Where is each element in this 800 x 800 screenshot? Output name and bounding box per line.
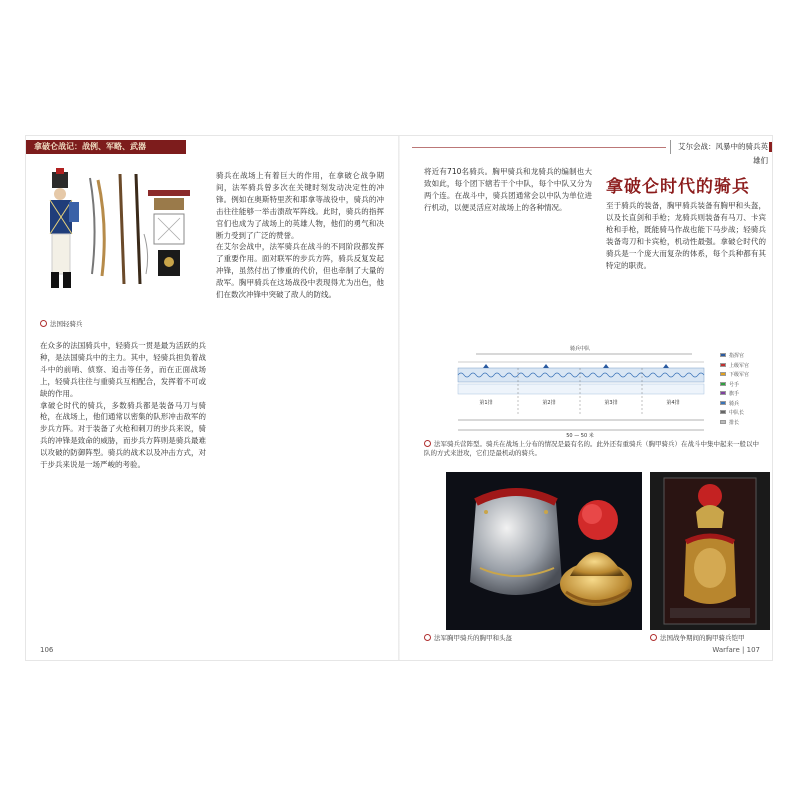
left-page-number: 106 — [40, 646, 54, 654]
diagram-top-label: 骑兵中队 — [569, 346, 591, 352]
photo2-caption: 法国战争期间的胸甲骑兵铠甲 — [650, 634, 770, 643]
diagram-bottom-label: 50 — 50 米 — [566, 433, 594, 439]
section-title: 拿破仑时代的骑兵 — [606, 177, 750, 197]
left-page-column-1: 在众多的法国骑兵中，轻骑兵一贯是最为活跃的兵种，是法国骑兵中的主力。其中，轻骑兵担负着战斗中的前哨、侦察、追击等任务，而在正面战场上，轻骑兵往往与重骑兵互相配合，发挥着不可或缺的作用。 拿破仑时代的骑兵，多数骑兵都是装备马刀与骑枪，在战场上，他们通常以密集的队形冲击敌军的步兵方阵。对于装备了火枪和刺刀的步兵来说，骑兵的冲锋是致命的威胁，而步兵方阵则是骑兵最难以攻破的防御阵型。骑兵的战术以及冲击方式，对于步兵来说是一场严峻的考验。 — [40, 341, 206, 470]
legend-item: 中队长 — [720, 409, 780, 419]
hussar-illustration — [36, 164, 211, 316]
right-page-column-2: 至于骑兵的装备，胸甲骑兵装备有胸甲和头盔，以及长直剑和手枪；龙骑兵则装备有马刀、卡宾枪和手枪，既能骑马作战也能下马步战；轻骑兵装备弯刀和卡宾枪，机动性最强。拿破仑时代的骑兵是一个庞大而复杂的体系，每个兵种都有其特定的职责。 — [606, 201, 766, 270]
squad-label: 第3排 — [604, 400, 618, 406]
left-page-header: 拿破仑战记：战例、军略、武器 — [26, 140, 186, 154]
diagram-legend — [720, 352, 780, 428]
left-page-column-2: 骑兵在战场上有着巨大的作用，在拿破仑战争期间，法军骑兵曾多次在关键时刻发动决定性的冲锋。例如在奥斯特里茨和耶拿等战役中，骑兵的冲击往往能够一举击溃敌军阵线。此时，骑兵的指挥官们也成为了战场上的英雄人物，他们的勇气和决断力受到了广泛的赞誉。 在艾尔会战中，法军骑兵在战斗的不同阶段都发挥了重要作用。面对联军的步兵方阵，骑兵反复发起冲锋，虽然付出了惨重的代价，但也牵制了大量的敌军。胸甲骑兵在这场战役中表现得尤为出色，他们在数次冲锋中突破了敌人的防线。 — [216, 171, 384, 300]
squad-label: 第1排 — [479, 400, 493, 406]
legend-item: 排长 — [720, 419, 780, 429]
right-page-number: Warfare | 107 — [712, 646, 760, 654]
right-page-column-1: 将近有710名骑兵。胸甲骑兵和龙骑兵的编制也大致如此，每个团下辖若干个中队，每个中队又分为两个连。在战斗中，骑兵团通常会以中队为单位进行机动，以便灵活应对战场上的各种情况。 — [424, 167, 592, 212]
legend-item: 指挥官 — [720, 352, 780, 362]
caption-bullet-icon — [424, 634, 431, 641]
legend-item: 上级军官 — [720, 362, 780, 372]
museum-cuirassier-photo — [650, 472, 770, 630]
legend-item: 号手 — [720, 381, 780, 391]
right-page-header: 艾尔会战：风暴中的骑兵英雄们 — [670, 140, 772, 154]
formation-diagram — [446, 344, 714, 440]
caption-bullet-icon — [424, 440, 431, 447]
caption-bullet-icon — [40, 320, 47, 327]
hussar-caption: 法国轻骑兵 — [40, 320, 83, 329]
legend-item: 下级军官 — [720, 371, 780, 381]
photo1-caption: 法军胸甲骑兵的胸甲和头盔 — [424, 634, 512, 643]
legend-item: 旗手 — [720, 390, 780, 400]
squad-label: 第2排 — [542, 400, 556, 406]
diagram-caption: 法军骑兵营阵型。骑兵在战场上分布的情况是最有名的。此外还有重骑兵（胸甲骑兵）在战斗中集中起来一般以中队的方式来进攻，它们是最机动的骑兵。 — [424, 440, 759, 457]
book-spread — [26, 136, 772, 660]
caption-bullet-icon — [650, 634, 657, 641]
book-spine — [398, 136, 400, 660]
legend-item: 骑兵 — [720, 400, 780, 410]
cuirass-helmet-photo — [446, 472, 642, 630]
right-header-rule — [412, 147, 666, 148]
squad-label: 第4排 — [666, 400, 680, 406]
